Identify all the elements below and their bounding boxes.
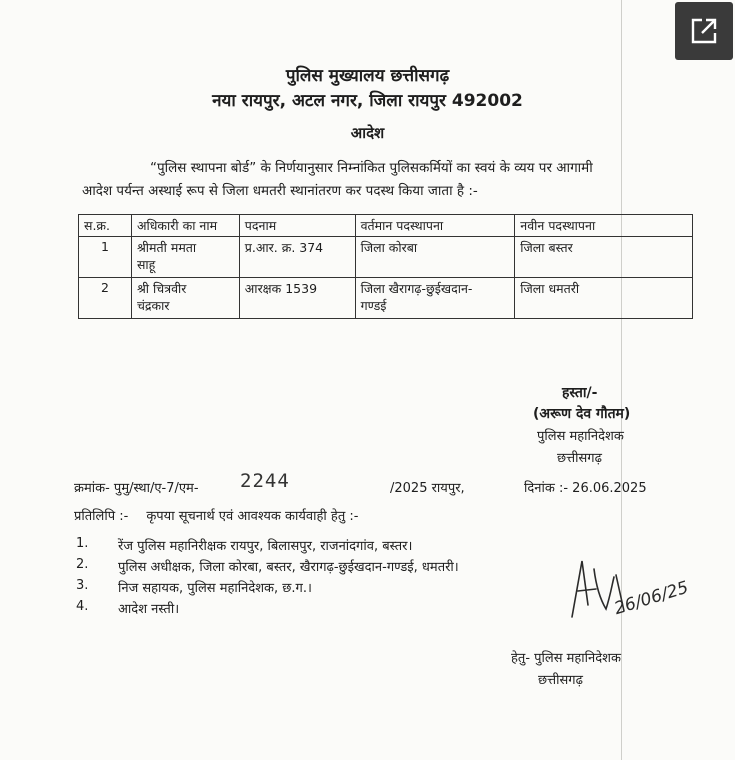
order-body-line-2: आदेश पर्यन्त अस्थाई रूप से जिला धमतरी स्थानांतरण कर पदस्थ किया जाता है :- — [82, 183, 478, 199]
reference-prefix: क्रमांक- पुमु/स्था/ए-7/एम- — [74, 481, 199, 496]
serial-cell: 2 — [79, 278, 132, 319]
name-line-1: श्री चित्रवीर — [136, 281, 187, 296]
page-fold-line — [621, 0, 622, 760]
signatory-designation: पुलिस महानिदेशक — [537, 429, 624, 444]
reference-date: दिनांक :- 26.06.2025 — [524, 481, 647, 496]
signatory-name: (अरूण देव गौतम) — [533, 406, 631, 422]
serial-cell: 1 — [79, 237, 132, 278]
copy-item-text: निज सहायक, पुलिस महानिदेशक, छ.ग.। — [118, 581, 312, 596]
copy-item-number: 4. — [76, 599, 89, 614]
order-body-line-1: “पुलिस स्थापना बोर्ड” के निर्णयानुसार निम्नांकित पुलिसकर्मियों का स्वयं के व्यय पर आगामी — [150, 160, 593, 176]
copy-item-number: 2. — [76, 557, 89, 572]
column-header: अधिकारी का नाम — [131, 215, 239, 237]
name-cell — [131, 237, 239, 278]
copy-item-text: पुलिस अधीक्षक, जिला कोरबा, बस्तर, खैरागढ़-छुईखदान-गण्डई, धमतरी। — [118, 560, 459, 575]
footer-line-1: हेतु- पुलिस महानिदेशक — [511, 651, 621, 666]
expand-icon — [690, 17, 718, 45]
column-header: वर्तमान पदस्थापना — [355, 215, 515, 237]
column-header: नवीन पदस्थापना — [515, 215, 693, 237]
name-line-2: चंद्रकार — [136, 298, 170, 313]
copy-item-number: 3. — [76, 578, 89, 593]
table-row — [79, 278, 693, 319]
copy-item-number: 1. — [76, 536, 89, 551]
name-cell — [131, 278, 239, 319]
table-row — [79, 237, 693, 278]
current-line-2: गण्डई — [360, 298, 387, 313]
current-posting-cell — [355, 237, 515, 278]
copy-item-text: रेंज पुलिस महानिरीक्षक रायपुर, बिलासपुर, राजनांदगांव, बस्तर। — [118, 539, 413, 554]
reference-year-place: /2025 रायपुर, — [390, 481, 465, 496]
current-line-1: जिला कोरबा — [360, 240, 418, 255]
column-header: पदनाम — [239, 215, 355, 237]
reference-number: 2244 — [240, 470, 290, 492]
transfer-table — [78, 214, 693, 319]
column-header: स.क्र. — [79, 215, 132, 237]
office-address: नया रायपुर, अटल नगर, जिला रायपुर 492002 — [212, 91, 523, 111]
order-title: आदेश — [350, 124, 385, 142]
expand-button[interactable] — [675, 2, 733, 60]
rank-cell: आरक्षक 1539 — [239, 278, 355, 319]
copy-heading — [74, 506, 358, 524]
name-line-2: साहू — [136, 257, 156, 272]
name-line-1: श्रीमती ममता — [136, 240, 197, 255]
signature-mark: हस्ता/- — [562, 385, 598, 401]
copy-label: प्रतिलिपि :- — [74, 509, 129, 524]
copy-note: कृपया सूचनार्थ एवं आवश्यक कार्यवाही हेतु :- — [146, 509, 359, 524]
signatory-state: छत्तीसगढ़ — [557, 451, 602, 466]
current-line-1: जिला खैरागढ़-छुईखदान- — [360, 281, 473, 296]
handwritten-date: 26/06/25 — [612, 577, 691, 620]
copy-item-text: आदेश नस्ती। — [118, 602, 180, 617]
office-title: पुलिस मुख्यालय छत्तीसगढ़ — [285, 66, 450, 86]
current-posting-cell — [355, 278, 515, 319]
new-posting-cell: जिला धमतरी — [515, 278, 693, 319]
rank-cell: प्र.आर. क्र. 374 — [239, 237, 355, 278]
table-header-row — [79, 215, 693, 237]
footer-line-2: छत्तीसगढ़ — [538, 673, 583, 688]
new-posting-cell: जिला बस्तर — [515, 237, 693, 278]
